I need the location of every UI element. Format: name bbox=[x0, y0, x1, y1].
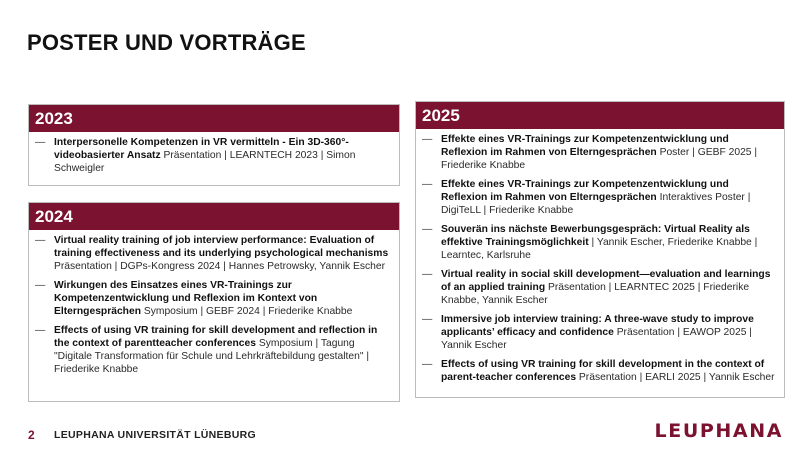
list-item bbox=[35, 279, 391, 318]
section-year-header: 2023 bbox=[29, 105, 399, 132]
dash-bullet-icon: — bbox=[422, 314, 433, 325]
section-2024 bbox=[28, 202, 400, 402]
dash-bullet-icon: — bbox=[422, 179, 433, 190]
entry-details: Interaktives Poster | DigiTeLL | Friederike Knabbe bbox=[441, 192, 751, 216]
entry-title: Effects of using VR training for skill development and reflection in the context of parentteacher conferences bbox=[54, 325, 378, 349]
dash-bullet-icon: — bbox=[35, 137, 46, 148]
page-number: 2 bbox=[28, 428, 35, 442]
entry-details: Poster | GEBF 2025 | Friederike Knabbe bbox=[441, 147, 758, 171]
list-item bbox=[422, 313, 776, 352]
entry-details: Präsentation | LEARNTEC 2025 | Friederike Knabbe, Yannik Escher bbox=[441, 282, 750, 306]
list-item bbox=[35, 234, 391, 273]
leuphana-logo: LEUPHANA bbox=[654, 420, 783, 442]
entry-title: Immersive job interview training: A three-wave study to improve applicants’ efficacy and confidence bbox=[441, 314, 754, 338]
entry-title: Wirkungen des Einsatzes eines VR-Trainings zur Kompetenzentwicklung und Reflexion im Kontext von Elterngesprächen bbox=[54, 280, 318, 317]
dash-bullet-icon: — bbox=[35, 235, 46, 246]
entry-list bbox=[416, 129, 784, 388]
list-item bbox=[422, 133, 776, 172]
list-item bbox=[35, 324, 391, 376]
list-item bbox=[35, 136, 391, 175]
entry-details: | Yannik Escher, Friederike Knabbe | Learntec, Karlsruhe bbox=[441, 237, 758, 261]
entry-details: Präsentation | EARLI 2025 | Yannik Escher bbox=[576, 372, 775, 383]
entry-title: Souverän ins nächste Bewerbungsgespräch: Virtual Reality als effektive Trainingsmöglichkeit bbox=[441, 224, 750, 248]
dash-bullet-icon: — bbox=[35, 325, 46, 336]
entry-details: Präsentation | EAWOP 2025 | Yannik Escher bbox=[441, 327, 752, 351]
entry-details: Präsentation | LEARNTECH 2023 | Simon Schweigler bbox=[54, 150, 356, 174]
section-2025 bbox=[415, 101, 785, 398]
entry-title: Virtual reality in social skill development—evaluation and learnings of an applied training bbox=[441, 269, 771, 293]
dash-bullet-icon: — bbox=[422, 224, 433, 235]
entry-list bbox=[29, 132, 399, 179]
list-item bbox=[422, 358, 776, 384]
list-item bbox=[422, 223, 776, 262]
section-2023 bbox=[28, 104, 400, 186]
section-year-header: 2025 bbox=[416, 102, 784, 129]
entry-title: Effekte eines VR-Trainings zur Kompetenzentwicklung und Reflexion im Rahmen von Elterngesprächen bbox=[441, 179, 729, 203]
entry-title: Effekte eines VR-Trainings zur Kompetenzentwicklung und Reflexion im Rahmen von Elterngesprächen bbox=[441, 134, 729, 158]
entry-title: Effects of using VR training for skill development in the context of parent-teacher conferences bbox=[441, 359, 765, 383]
dash-bullet-icon: — bbox=[422, 269, 433, 280]
dash-bullet-icon: — bbox=[422, 359, 433, 370]
dash-bullet-icon: — bbox=[35, 280, 46, 291]
dash-bullet-icon: — bbox=[422, 134, 433, 145]
entry-details: Symposium | Tagung "Digitale Transformation für Schule und Lehrkräftebildung gestalten" | Friederike Knabbe bbox=[54, 338, 370, 375]
entry-list bbox=[29, 230, 399, 380]
entry-details: Symposium | GEBF 2024 | Friederike Knabbe bbox=[140, 306, 353, 317]
footer-university-name: LEUPHANA UNIVERSITÄT LÜNEBURG bbox=[54, 429, 256, 441]
entry-details: Präsentation | DGPs-Kongress 2024 | Hannes Petrowsky, Yannik Escher bbox=[54, 261, 386, 272]
page-title: POSTER UND VORTRÄGE bbox=[27, 30, 306, 55]
entry-title: Interpersonelle Kompetenzen in VR vermitteln - Ein 3D-360°-videobasierter Ansatz bbox=[54, 137, 349, 161]
list-item bbox=[422, 268, 776, 307]
list-item bbox=[422, 178, 776, 217]
entry-title: Virtual reality training of job interview performance: Evaluation of training effectiveness and its underlying psychological mechanisms bbox=[54, 235, 389, 259]
section-year-header: 2024 bbox=[29, 203, 399, 230]
